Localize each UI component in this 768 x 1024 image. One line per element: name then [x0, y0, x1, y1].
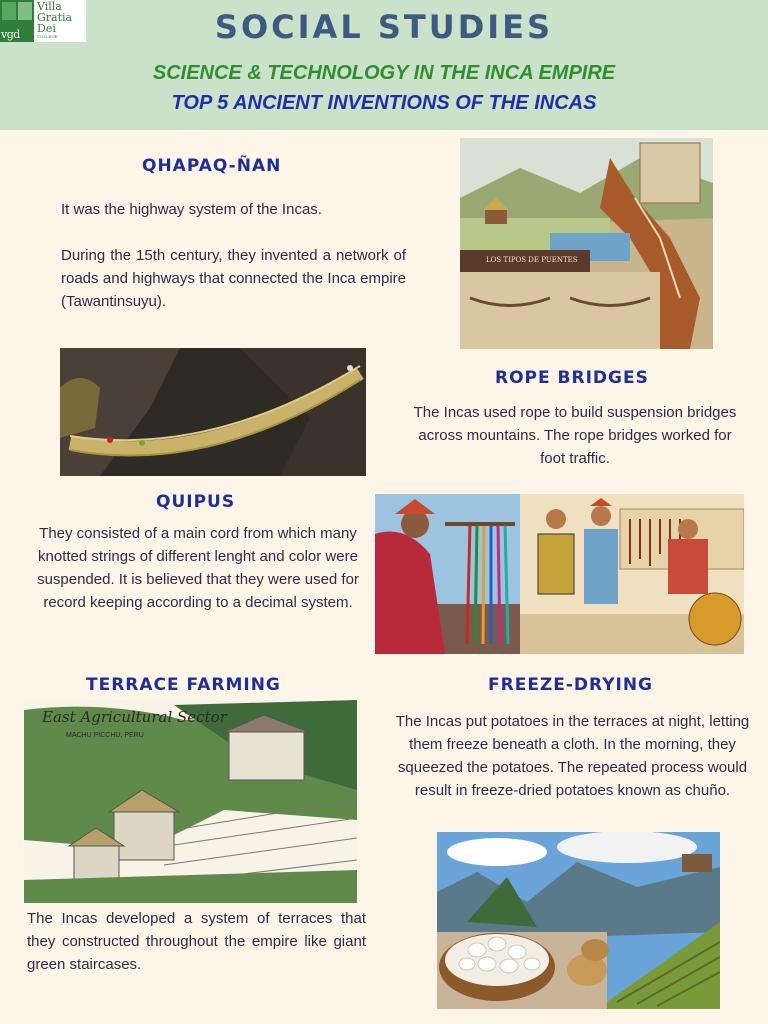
header-banner [0, 0, 768, 130]
road-map-image [460, 138, 713, 349]
logo-line: Villa [37, 0, 62, 13]
heading-terrace-farming: TERRACE FARMING [86, 675, 281, 695]
heading-rope-bridges: ROPE BRIDGES [495, 368, 649, 388]
subtitle-top5: TOP 5 ANCIENT INVENTIONS OF THE INCAS [171, 92, 597, 114]
subtitle-topic: SCIENCE & TECHNOLOGY IN THE INCA EMPIRE [152, 62, 616, 84]
rope-bridge-image [60, 348, 366, 476]
logo-line: Gratia [37, 11, 73, 24]
quipu-illustration [520, 494, 744, 654]
freeze-drying-text: The Incas put potatoes in the terraces at night, letting them freeze beneath a cloth. In the morning, they squeezed the potatoes. The repeated process would result in freeze-dried potatoes known as chuño. [395, 713, 750, 799]
heading-quipus: QUIPUS [156, 492, 236, 512]
heading-qhapaq-nan: QHAPAQ-ÑAN [142, 156, 282, 176]
logo-line: Dei [37, 22, 56, 35]
qhapaq-text-2: During the 15th century, they invented a network of roads and highways that connected the Inca empire (Tawantinsuyu). [61, 247, 406, 310]
quipus-text: They consisted of a main cord from which many knotted strings of different lenght and color were suspended. It is believed that they were used for record keeping according to a decimal system. [37, 525, 359, 611]
heading-freeze-drying: FREEZE-DRYING [488, 675, 654, 695]
sketch-subtitle: MACHU PICCHU, PERU [66, 732, 144, 739]
chuno-potatoes-image [437, 832, 720, 1009]
page-title: SOCIAL STUDIES [214, 8, 554, 46]
qhapaq-text-1: It was the highway system of the Incas. [61, 201, 322, 218]
quipu-photo [375, 494, 520, 654]
map-caption: LOS TIPOS DE PUENTES [486, 256, 578, 264]
logo-line: COLLEGE [37, 34, 58, 39]
rope-bridges-text: The Incas used rope to build suspension bridges across mountains. The rope bridges worked for foot traffic. [413, 404, 737, 467]
logo-mark-text: vgd [1, 28, 20, 41]
sketch-title: East Agricultural Sector [42, 708, 227, 726]
terrace-sketch-image [24, 700, 357, 903]
terrace-farming-text: The Incas developed a system of terraces that they constructed throughout the empire like giant green staircases. [27, 910, 366, 973]
